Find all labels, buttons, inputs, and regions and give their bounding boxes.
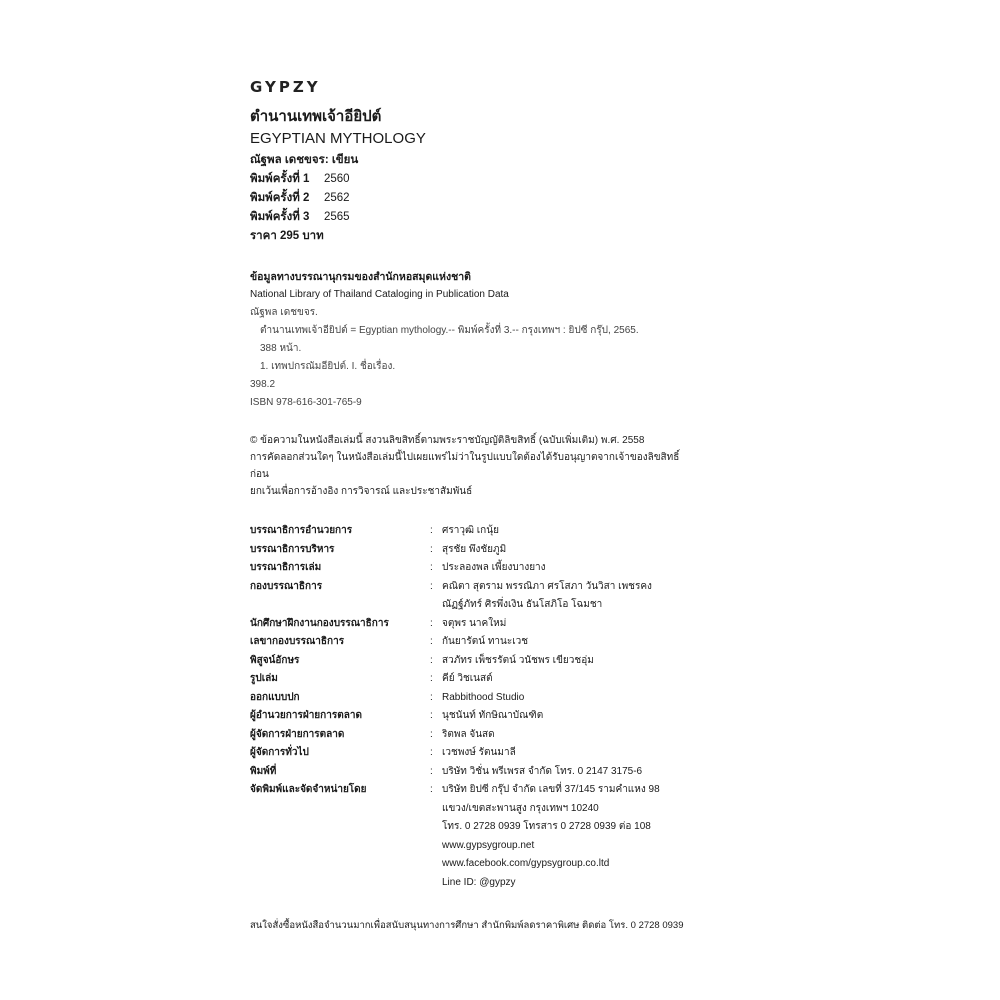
staff-separator: :: [430, 784, 433, 795]
staff-row: [250, 855, 670, 874]
staff-value: www.facebook.com/gypsygroup.co.ltd: [442, 858, 610, 869]
staff-value: จตุพร นาคใหม่: [442, 617, 507, 629]
cip-isbn: ISBN 978-616-301-765-9: [250, 397, 362, 408]
staff-separator: :: [430, 543, 433, 555]
staff-role: [250, 855, 430, 874]
cip-heading-thai: ข้อมูลทางบรรณานุกรมของสำนักหอสมุดแห่งชาติ: [250, 271, 471, 283]
staff-row: [250, 615, 670, 634]
staff-value: โทร. 0 2728 0939 โทรสาร 0 2728 0939 ต่อ 108: [442, 821, 651, 832]
staff-separator: :: [430, 525, 433, 536]
staff-separator: :: [430, 747, 433, 758]
staff-separator: :: [430, 562, 433, 573]
staff-row: [250, 763, 670, 782]
staff-separator: :: [430, 765, 433, 777]
cip-pages: 388 หน้า.: [260, 343, 302, 354]
staff-row: [250, 837, 670, 856]
staff-role: [250, 596, 430, 615]
staff-value: www.gypsygroup.net: [442, 839, 535, 851]
staff-role: [250, 818, 430, 837]
imprint-page: [250, 78, 684, 933]
staff-separator: :: [430, 710, 433, 721]
staff-row: [250, 874, 670, 893]
cip-block: [250, 268, 670, 412]
staff-value: ประลองพล เพี้ยงบางยาง: [442, 562, 546, 573]
copyright-line: © ข้อความในหนังสือเล่มนี้ สงวนลิขสิทธิ์ตามพระราชบัญญัติลิขสิทธิ์ (ฉบับเพิ่มเติม) พ.ศ. 2558: [250, 435, 645, 446]
staff-credits: [250, 522, 670, 892]
staff-separator: [430, 818, 442, 837]
staff-row: [250, 744, 670, 763]
author-credit: ณัฐพล เดชขจร: เขียน: [250, 154, 359, 166]
staff-separator: :: [430, 636, 433, 647]
printing-year: 2565: [324, 211, 350, 223]
staff-value: สุรชัย พึงชัยภูมิ: [442, 543, 507, 555]
printing-year: 2560: [324, 173, 350, 185]
staff-separator: :: [430, 580, 433, 592]
staff-role: บรรณาธิการบริหาร: [250, 543, 335, 555]
printing-label: พิมพ์ครั้งที่ 1: [250, 173, 310, 185]
printing-row: [250, 208, 670, 227]
staff-role: [250, 800, 430, 819]
cip-author: ณัฐพล เดชขจร.: [250, 307, 318, 318]
staff-row: [250, 596, 670, 615]
staff-role: ผู้จัดการทั่วไป: [250, 747, 309, 758]
book-title-english: EGYPTIAN MYTHOLOGY: [250, 130, 426, 147]
bulk-order-note: สนใจสั่งซื้อหนังสือจำนวนมากเพื่อสนับสนุนทางการศึกษา สำนักพิมพ์ลดราคาพิเศษ ติดต่อ โทร. 0 2728 0939: [250, 920, 684, 931]
staff-separator: :: [430, 617, 433, 629]
staff-separator: [430, 596, 442, 615]
staff-value: ณัฏฐ์ภัทร์ ศิรพึ่งเงิน ธันโสภิโอ โฉมชา: [442, 599, 603, 610]
staff-role: ออกแบบปก: [250, 691, 300, 703]
staff-separator: [430, 874, 442, 893]
printing-label: พิมพ์ครั้งที่ 2: [250, 192, 310, 204]
staff-row: [250, 689, 670, 708]
staff-value: เวชพงษ์ รัตนมาลี: [442, 747, 516, 758]
staff-separator: :: [430, 691, 433, 703]
staff-role: กองบรรณาธิการ: [250, 580, 323, 592]
printing-label: พิมพ์ครั้งที่ 3: [250, 211, 310, 223]
price: ราคา 295 บาท: [250, 230, 324, 242]
copyright-notice: [250, 432, 680, 500]
staff-row: [250, 818, 670, 837]
staff-value: ริตพล จันสด: [442, 728, 495, 740]
cip-class-number: 398.2: [250, 379, 276, 390]
cip-subject: 1. เทพปกรณัมอียิปต์. I. ชื่อเรื่อง.: [260, 361, 396, 372]
copyright-line: การคัดลอกส่วนใดๆ ในหนังสือเล่มนี้ไปเผยแพร่ไม่ว่าในรูปแบบใดต้องได้รับอนุญาตจากเจ้าของลิขสิทธิ์ก่อน: [250, 452, 680, 480]
staff-role: พิสูจน์อักษร: [250, 654, 300, 666]
staff-separator: :: [430, 673, 433, 684]
staff-row: [250, 707, 670, 726]
cip-entry: ตำนานเทพเจ้าอียิปต์ = Egyptian mythology.-- พิมพ์ครั้งที่ 3.-- กรุงเทพฯ : ยิปซี กรุ๊ป, 2565.: [260, 325, 639, 336]
staff-role: ผู้จัดการฝ่ายการตลาด: [250, 728, 345, 740]
staff-value: สวภัทร เพ็ชรรัตน์ วนัชพร เขียวชอุ่ม: [442, 654, 594, 666]
staff-separator: :: [430, 728, 433, 740]
staff-row: [250, 652, 670, 671]
staff-role: เลขากองบรรณาธิการ: [250, 636, 345, 647]
staff-role: นักศึกษาฝึกงานกองบรรณาธิการ: [250, 617, 389, 629]
staff-role: [250, 874, 430, 893]
staff-row: [250, 781, 670, 800]
copyright-line: ยกเว้นเพื่อการอ้างอิง การวิจารณ์ และประชาสัมพันธ์: [250, 486, 473, 497]
staff-role: [250, 837, 430, 856]
staff-row: [250, 578, 670, 597]
staff-row: [250, 800, 670, 819]
staff-value: นุชนันท์ ทักษิณาบัณฑิต: [442, 710, 544, 721]
staff-value: ศราวุฒิ เกนุ้ย: [442, 525, 499, 536]
staff-separator: [430, 800, 442, 819]
staff-separator: [430, 837, 442, 856]
staff-role: พิมพ์ที่: [250, 765, 277, 777]
staff-value: Line ID: @gypzy: [442, 876, 516, 888]
staff-value: Rabbithood Studio: [442, 691, 525, 703]
staff-role: รูปเล่ม: [250, 673, 278, 684]
staff-separator: [430, 855, 442, 874]
book-title-thai: ตำนานเทพเจ้าอียิปต์: [250, 108, 382, 125]
staff-separator: :: [430, 654, 433, 666]
staff-role: บรรณาธิการอำนวยการ: [250, 525, 353, 536]
staff-row: [250, 726, 670, 745]
staff-row: [250, 633, 670, 652]
staff-role: จัดพิมพ์และจัดจำหน่ายโดย: [250, 784, 367, 795]
staff-value: แขวง/เขตสะพานสูง กรุงเทพฯ 10240: [442, 802, 599, 814]
staff-row: [250, 522, 670, 541]
staff-role: บรรณาธิการเล่ม: [250, 562, 322, 573]
publisher-logo: GYPZY: [250, 78, 321, 96]
printing-year: 2562: [324, 192, 350, 204]
staff-value: คณิตา สุตราม พรรณิภา ศรโสภา วันวิสา เพชรคง: [442, 580, 652, 592]
staff-row: [250, 670, 670, 689]
staff-row: [250, 559, 670, 578]
staff-role: ผู้อำนวยการฝ่ายการตลาด: [250, 710, 362, 721]
printing-history: [250, 170, 670, 227]
staff-value: คีย์ วิชเนสต์: [442, 673, 493, 684]
staff-value: บริษัท ยิปซี กรุ๊ป จำกัด เลขที่ 37/145 รามคำแหง 98: [442, 784, 660, 795]
staff-value: กันยารัตน์ ทานะเวช: [442, 636, 529, 647]
staff-row: [250, 541, 670, 560]
staff-value: บริษัท วิชั่น พรีเพรส จำกัด โทร. 0 2147 3175-6: [442, 765, 643, 777]
printing-row: [250, 189, 670, 208]
cip-heading-english: National Library of Thailand Cataloging in Publication Data: [250, 289, 509, 300]
printing-row: [250, 170, 670, 189]
